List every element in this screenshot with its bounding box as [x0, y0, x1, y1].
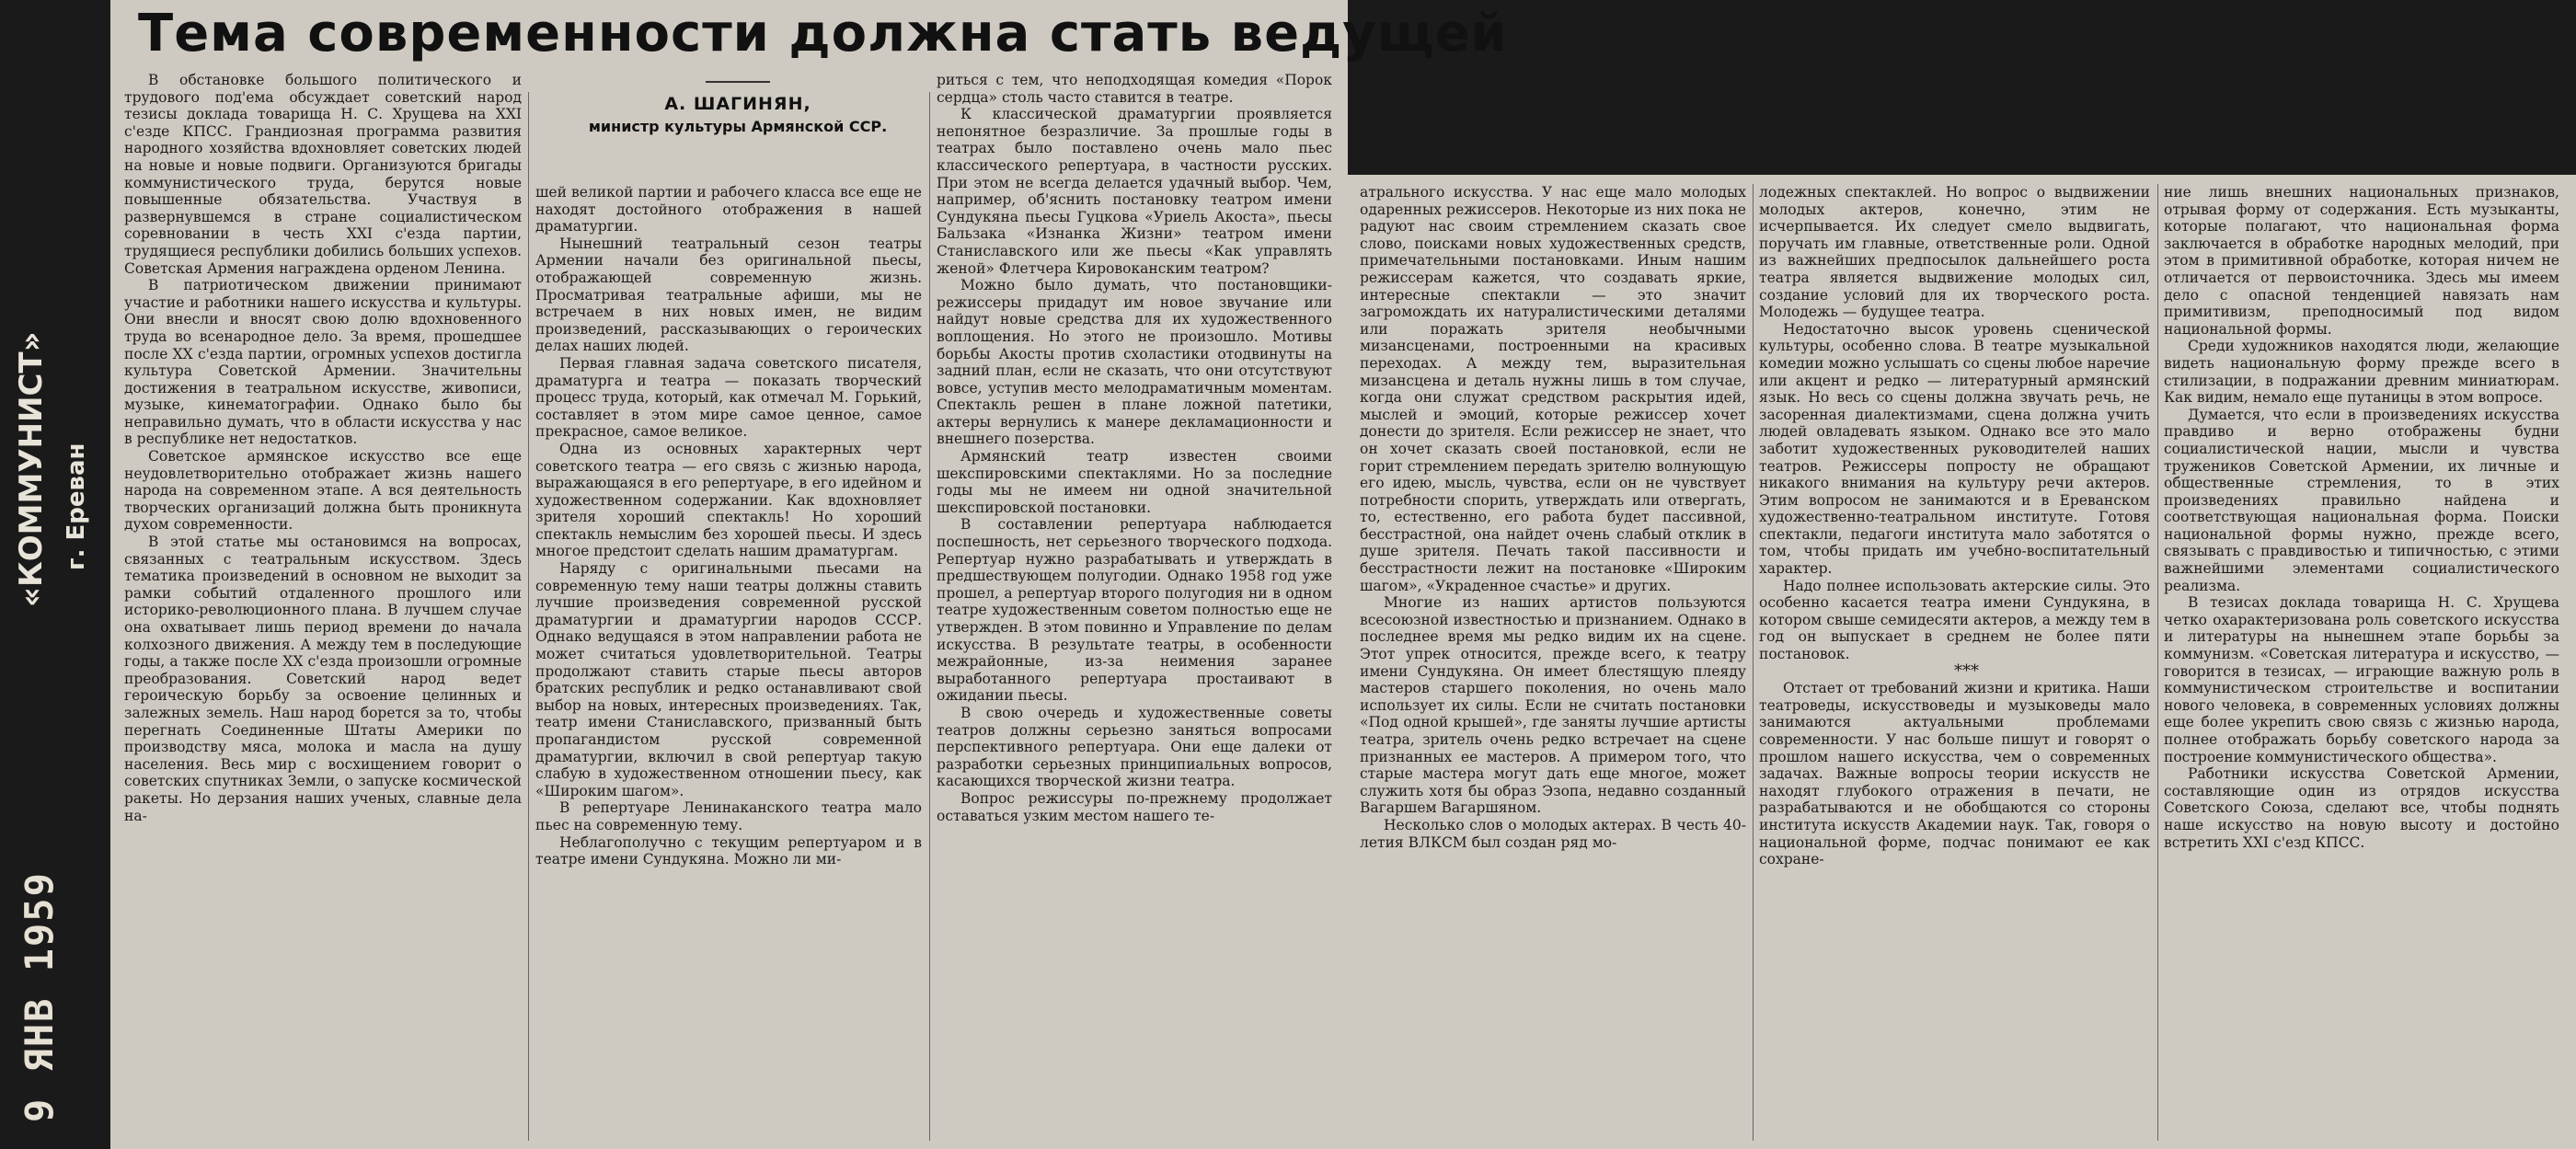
- text-column-1: [124, 72, 522, 1143]
- column-divider: [1753, 184, 1754, 1141]
- paragraph: В тезисах доклада товарища Н. С. Хрущева четко охарактеризована роль советского искусства и литературы на нынешнем этапе борьбы за коммунизм. «Советская литература и искусство, — говорится в тезисах, — играющие важную роль в коммунистическом строительстве и воспитании нового человека, в современных условиях должны еще более укрепить свою связь с жизнью народа, полнее отображать борьбу советского народа за построение коммунистического общества».: [2164, 594, 2559, 765]
- text-column-3: [937, 72, 1332, 1143]
- column-divider: [2157, 184, 2158, 1141]
- date-stamp: [9, 791, 101, 1132]
- paragraph: В составлении репертуара наблюдается поспешность, нет серьезного творческого подхода. Репертуар нужно разрабатывать и утверждать в предшествующем полугодии. Однако 1958 год уже прошел, а репертуар второго полугодия ни в одном театре художественным советом полностью еще не утвержден. В этом повинно и Управление по делам искусства. В результате театры, в особенности межрайонные, из-за неимения заранее выработанного репертуара простаивают в ожидании пьесы.: [937, 516, 1332, 705]
- text-column-6: [2164, 184, 2559, 1143]
- margin-handwritten-note: [4, 331, 105, 681]
- paragraph: К классической драматургии проявляется непонятное безразличие. За прошлые годы в театрах было поставлено очень мало пьес классического репертуара, в частности русских. При этом не всегда делается удачный выбор. Чем, например, об'яснить постановку театром имени Сундукяна пьесы Гуцкова «Уриель Акоста», пьесы Бальзака «Изнанка Жизни» театром имени Станиславского или же пьесы «Как управлять женой» Флетчера Кировоканским театром?: [937, 106, 1332, 277]
- column-divider: [929, 92, 930, 1141]
- paragraph: Можно было думать, что постановщики-режиссеры придадут им новое звучание или найдут новые средства для их художественного воплощения. Но этого не произошло. Мотивы борьбы Акосты против схоластики отодвинуты на задний план, если не сказать, что они отсутствуют вовсе, уступив место мелодраматичным моментам. Спектакль решен в плане ложной патетики, актеры вернулись к манере декламационности и внешнего позерства.: [937, 277, 1332, 448]
- publication-city: г. Ереван: [63, 442, 90, 570]
- text-column-4: [1360, 184, 1746, 1143]
- date-stamp-text: 9 ЯНВ 1959: [17, 871, 62, 1122]
- byline-position: министр культуры Армянской ССР.: [588, 118, 888, 135]
- paragraph: лодежных спектаклей. Но вопрос о выдвижении молодых актеров, конечно, этим не исчерпывается. Их следует смело выдвигать, поручать им главные, ответственные роли. Одной из важнейших предпосылок дальнейшего роста театра является выдвижение молодых сил, создание условий для их творческого роста. Молодежь — будущее театра.: [1759, 184, 2150, 321]
- section-separator: ***: [1954, 661, 1979, 681]
- paragraph: В свою очередь и художественные советы театров должны серьезно заняться вопросами перспективного репертуара. Они еще далеки от разработки серьезных принципиальных вопросов, касающихся творческой жизни театра.: [937, 704, 1332, 790]
- paragraph: Первая главная задача советского писателя, драматурга и театра — показать творческий процесс труда, который, как отмечал М. Горький, составляет в этом мире самое ценное, самое прекрасное, самое великое.: [535, 354, 922, 441]
- paragraph: ние лишь внешних национальных признаков, отрывая форму от содержания. Есть музыканты, которые полагают, что национальная форма заключается в обработке народных мелодий, при этом в примитивной обработке, которая ничем не отличается от первоисточника. Здесь мы имеем дело с опасной тенденцией навязать нам примитивизм, преподносимый под видом национальной формы.: [2164, 184, 2559, 338]
- paragraph: Работники искусства Советской Армении, составляющие один из отрядов искусства Советского Союза, сделают все, чтобы поднять наше искусство на новую высоту и достойно встретить XXI с'езд КПСС.: [2164, 765, 2559, 851]
- article-headline: Тема современности должна стать ведущей: [138, 4, 1508, 63]
- paragraph: Армянский театр известен своими шекспировскими спектаклями. Но за последние годы мы не имеем ни одной значительной шекспировской постановки.: [937, 448, 1332, 516]
- paragraph: В репертуаре Ленинаканского театра мало пьес на современную тему.: [535, 799, 922, 833]
- text-column-2: [535, 184, 922, 1143]
- text-column-5: [1759, 184, 2150, 1143]
- paragraph: Нынешний театральный сезон театры Армении начали без оригинальной пьесы, отображающей современную жизнь. Просматривая театральные афиши, мы не встречаем в них новых имен, не видим произведений, рассказывающих о героических делах наших людей.: [535, 235, 922, 355]
- paragraph: В патриотическом движении принимают участие и работники нашего искусства и культуры. Они внесли и вносят свою долю вдохновенного труда во всенародное дело. За время, прошедшее после XX с'езда партии, огромных успехов достигла культура Советской Армении. Значительны достижения в театральном искусстве, живописи, музыке, кинематографии. Однако было бы неправильно думать, что в области искусства у нас в республике нет недостатков.: [124, 277, 522, 448]
- paragraph: Надо полнее использовать актерские силы. Это особенно касается театра имени Сундукяна, в котором свыше семидесяти актеров, а между тем в год он выпускает в среднем не более пяти постановок.: [1759, 577, 2150, 663]
- paragraph: атрального искусства. У нас еще мало молодых одаренных режиссеров. Некоторые из них пока не радуют нас своим стремлением сказать свое слово, поисками новых художественных средств, примечательными постановками. Иным нашим режиссерам кажется, что создавать яркие, интересные спектакли — это значит загромождать их натуралистическими деталями или поражать зрителя необычными мизансценами, построенными на красивых переходах. А между тем, выразительная мизансцена и деталь нужны лишь в том случае, когда они служат средством раскрытия идей, мыслей и эмоций, которые режиссер хочет донести до зрителя. Если режиссер не знает, что он хочет сказать своей постановкой, если не горит стремлением передать зрителю волнующую его идею, мысль, чувства, если он не чувствует потребности спорить, утверждать или отвергать, то, естественно, его работа будет пассивной, бесстрастной, она найдет очень слабый отклик в душе зрителя. Печать такой пассивности и бесстрастности лежит на постановке «Широким шагом», «Украденное счастье» и других.: [1360, 184, 1746, 594]
- paragraph: В обстановке большого политического и трудового под'ема обсуждает советский народ тезисы доклада товарища Н. С. Хрущева на XXI с'езде КПСС. Грандиозная программа развития народного хозяйства вдохновляет советских людей на новые и новые подвиги. Организуются бригады коммунистического труда, берутся новые повышенные обязательства. Участвуя в развернувшемся в стране социалистическом соревновании в честь XXI с'езда партии, трудящиеся республики добились больших успехов. Советская Армения награждена орденом Ленина.: [124, 72, 522, 277]
- paragraph: Советское армянское искусство все еще неудовлетворительно отображает жизнь нашего народа на современном этапе. А вся деятельность творческих организаций должна быть проникнута духом современности.: [124, 448, 522, 534]
- byline-author: А. ШАГИНЯН,: [664, 94, 811, 114]
- paragraph: Одна из основных характерных черт советского театра — его связь с жизнью народа, выражающаяся в его репертуаре, в его идейном и художественном содержании. Как вдохновляет зрителя хороший спектакль! Но хороший спектакль немыслим без хорошей пьесы. И здесь многое предстоит сделать нашим драматургам.: [535, 440, 922, 560]
- paragraph: риться с тем, что неподходящая комедия «Порок сердца» столь часто ставится в театре.: [937, 72, 1332, 106]
- paragraph: Отстает от требований жизни и критика. Наши театроведы, искусствоведы и музыковеды мало занимаются актуальными проблемами современности. У нас больше пишут и говорят о прошлом нашего искусства, чем о современных задачах. Важные вопросы теории искусств не находят глубокого отражения в печати, не разрабатываются и не обобщаются со стороны института искусств Академии наук. Так, говоря о национальной форме, подчас понимают ее как сохране-: [1759, 680, 2150, 868]
- paragraph: шей великой партии и рабочего класса все еще не находят достойного отображения в нашей драматургии.: [535, 184, 922, 236]
- byline: [563, 72, 913, 155]
- column-divider: [528, 92, 529, 1141]
- byline-rule: [706, 81, 770, 83]
- paragraph: В этой статье мы остановимся на вопросах, связанных с театральным искусством. Здесь тематика произведений в основном не выходит за рамки событий отдаленного прошлого или историко-революционного плана. В лучшем случае она охватывает лишь период времени до начала колхозного движения. А между тем в последующие годы, а также после XX с'езда произошли огромные преобразования. Советский народ ведет героическую борьбу за освоение целинных и залежных земель. Наш народ борется за то, чтобы перегнать Соединенные Штаты Америки по производству мяса, молока и масла на душу населения. Весь мир с восхищением говорит о советских спутниках Земли, о запуске космической ракеты. Но дерзания наших ученых, славные дела на-: [124, 534, 522, 824]
- paragraph: Недостаточно высок уровень сценической культуры, особенно слова. В театре музыкальной комедии можно услышать со сцены любое наречие или акцент и редко — литературный армянский язык. Но весь со сцены должна звучать речь, не засоренная диалектизмами, сцена должна учить людей овладевать языком. Однако все это мало заботит художественных руководителей наших театров. Режиссеры попросту не обращают никакого внимания на культуру речи актеров. Этим вопросом не занимаются и в Ереванском художественно-театральном институте. Готовя спектакли, педагоги института мало заботятся о том, чтобы придать им учебно-воспитательный характер.: [1759, 320, 2150, 578]
- paragraph: Вопрос режиссуры по-прежнему продолжает оставаться узким местом нашего те-: [937, 789, 1332, 824]
- paragraph: Неблагополучно с текущим репертуаром и в театре имени Сундукяна. Можно ли ми-: [535, 833, 922, 868]
- paragraph: Наряду с оригинальными пьесами на современную тему наши театры должны ставить лучшие произведения современной русской драматургии и драматургии народов СССР. Однако ведущаяся в этом направлении работа не может считаться удовлетворительной. Театры продолжают ставить старые пьесы авторов братских республик и редко останавливают свой выбор на новых, интересных произведениях. Так, театр имени Станиславского, призванный быть пропагандистом русской современной драматургии, включил в свой репертуар такую слабую в художественном отношении пьесу, как «Широким шагом».: [535, 560, 922, 799]
- publication-name: «КОММУНИСТ»: [13, 331, 50, 607]
- paragraph: Многие из наших артистов пользуются всесоюзной известностью и признанием. Однако в последнее время мы редко видим их на сцене. Этот упрек относится, прежде всего, к театру имени Сундукяна. Он имеет блестящую плеяду мастеров старшего поколения, но очень мало использует их силы. Если не считать постановки «Под одной крышей», где заняты лучшие артисты театра, зритель очень редко встречает на сцене признанных ее мастеров. А примером того, что старые мастера могут дать еще многое, может служить хотя бы образ Эзопа, недавно созданный Вагаршем Вагаршяном.: [1360, 594, 1746, 817]
- paragraph: Среди художников находятся люди, желающие видеть национальную форму прежде всего в стилизации, в подражании древним миниатюрам. Как видим, немало еще путаницы в этом вопросе.: [2164, 338, 2559, 407]
- paragraph: Думается, что если в произведениях искусства правдиво и верно отображены будни социалистической нации, мысли и чувства тружеников Советской Армении, их личные и общественные стремления, то в этих произведениях правильно найдена и соответствующая национальная форма. Поиски национальной формы нужно, прежде всего, связывать с правдивостью и типичностью, с этими важнейшими элементами социалистического реализма.: [2164, 406, 2559, 594]
- paragraph: Несколько слов о молодых актерах. В честь 40-летия ВЛКСМ был создан ряд мо-: [1360, 816, 1746, 851]
